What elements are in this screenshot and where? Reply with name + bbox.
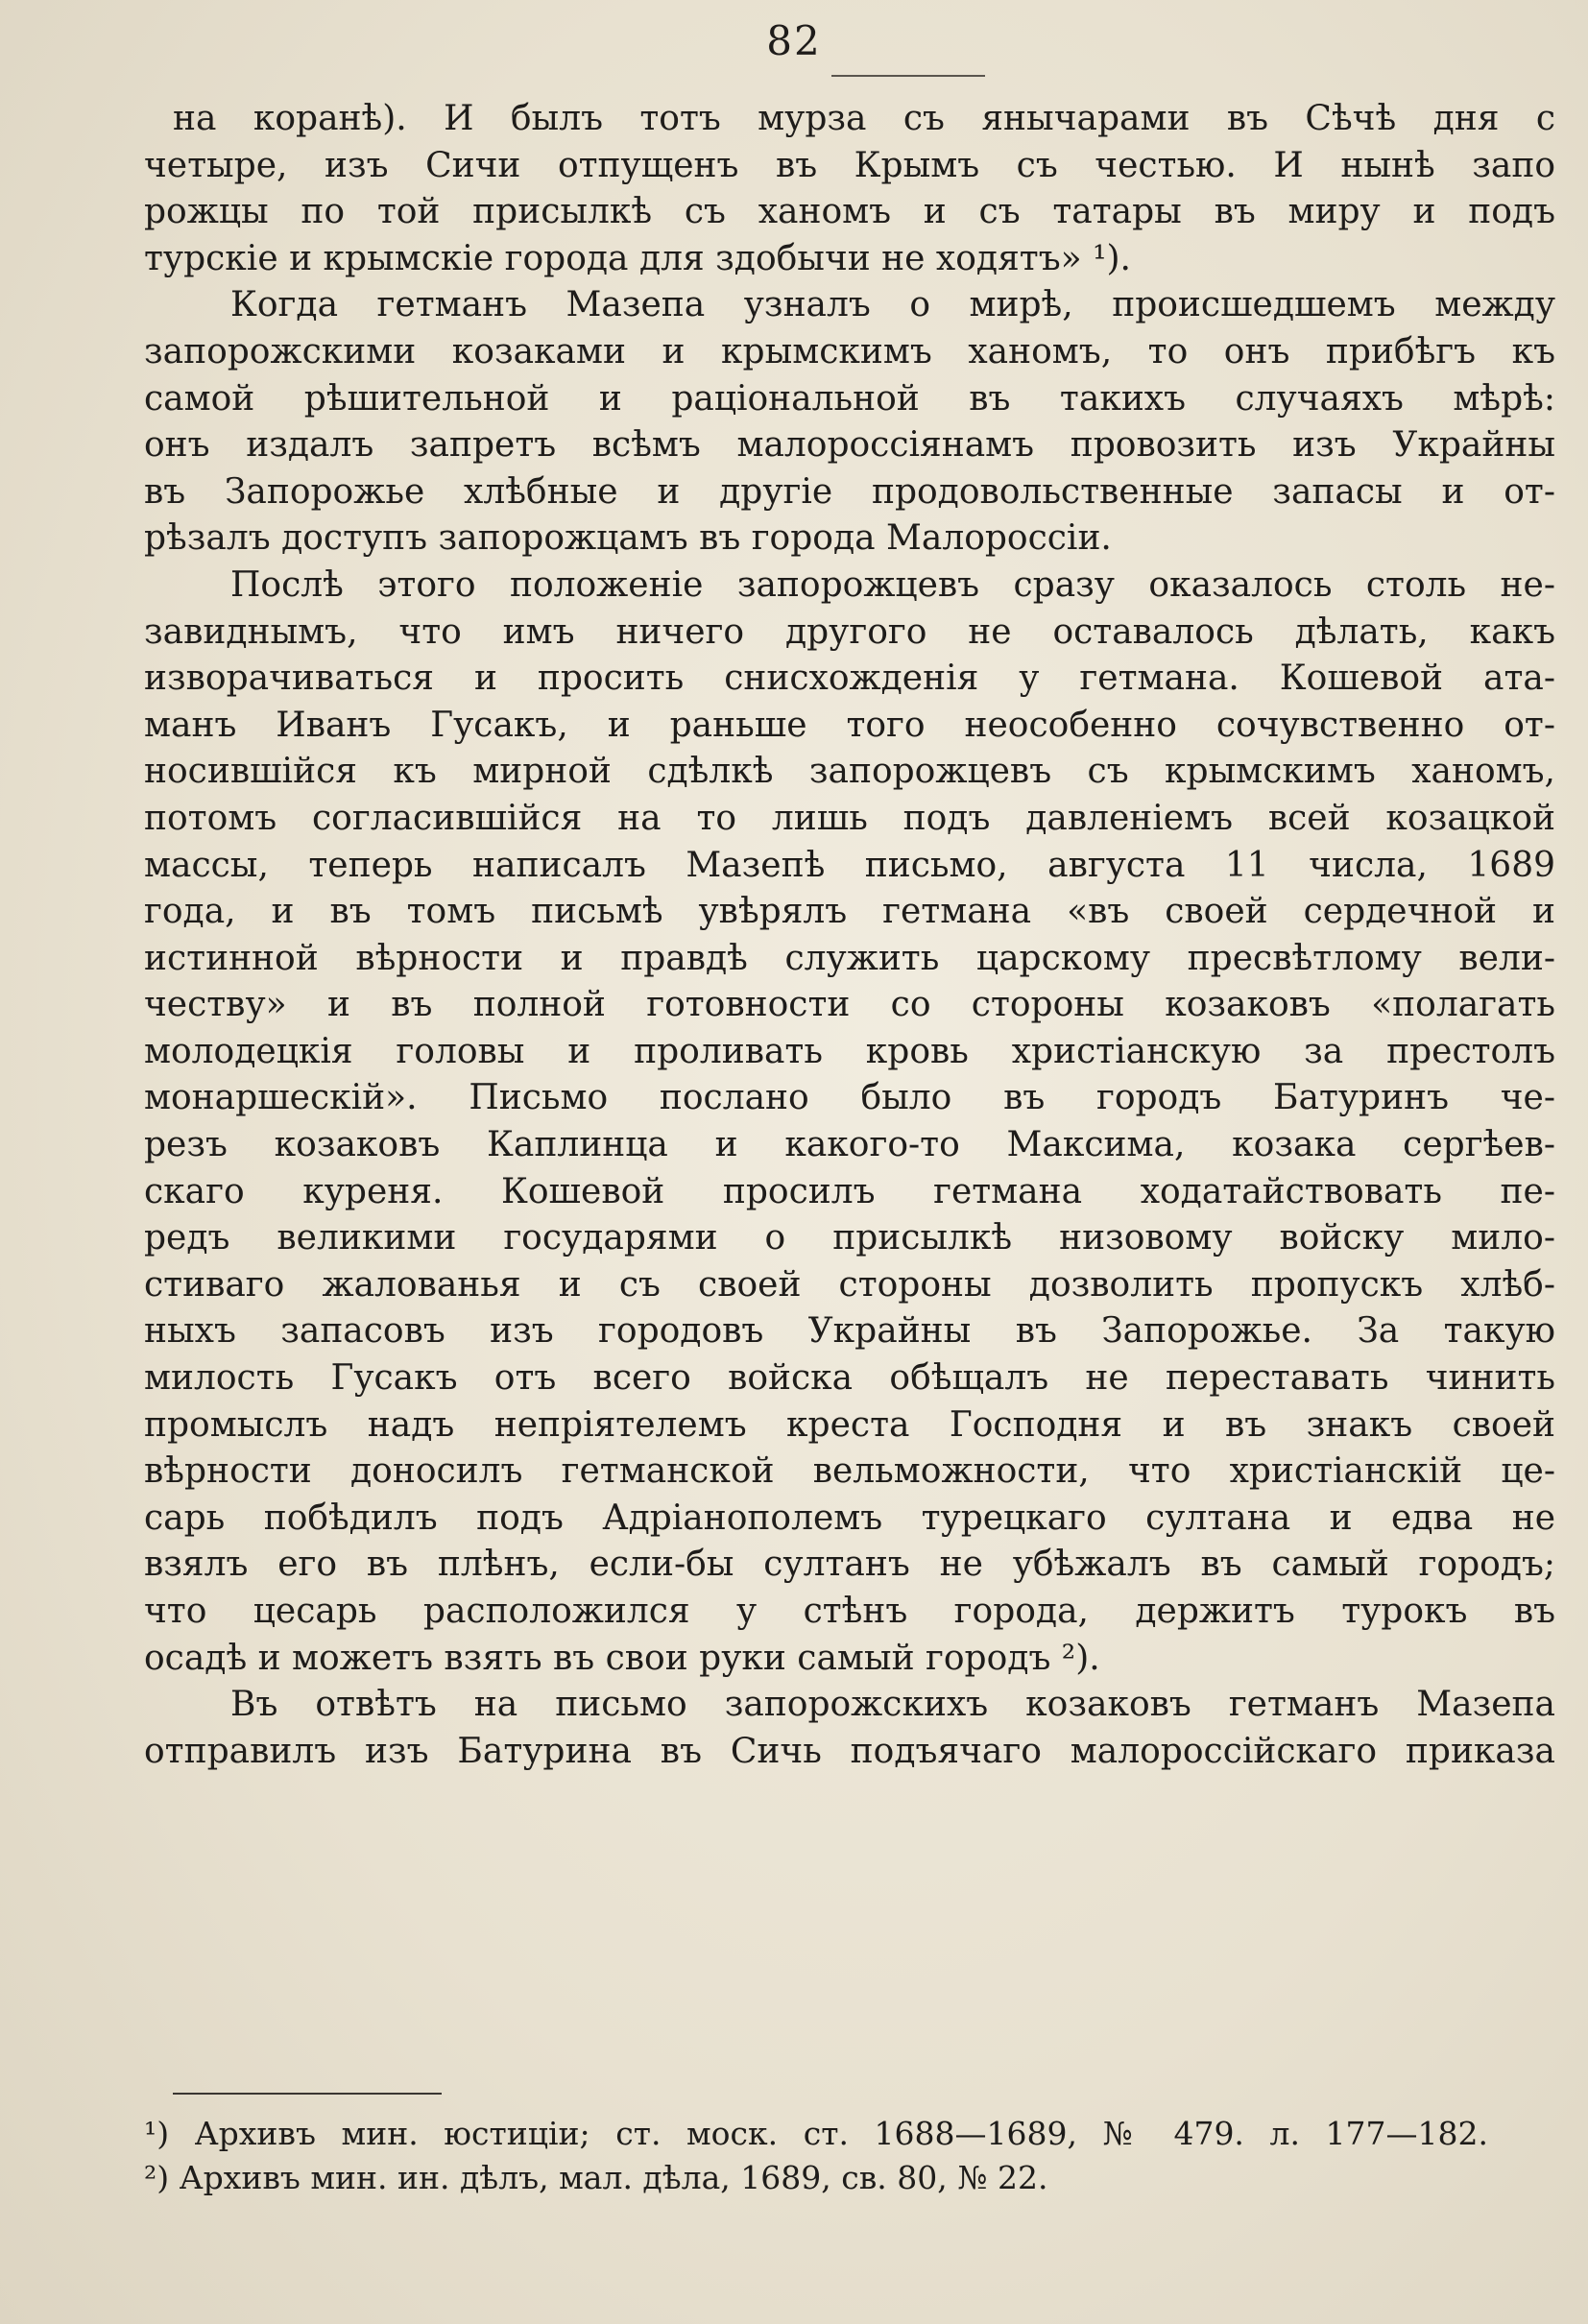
- text-line: завиднымъ, что имъ ничего другого не оставалось дѣлать, какъ: [144, 611, 1555, 652]
- text-line: потомъ согласившійся на то лишь подъ давленіемъ всей козацкой: [144, 798, 1555, 838]
- text-line: сарь побѣдилъ подъ Адріанополемъ турецкаго султана и едва не: [144, 1497, 1555, 1538]
- text-line: стиваго жалованья и съ своей стороны дозволить пропускъ хлѣб-: [144, 1264, 1555, 1305]
- text-line: милость Гусакъ отъ всего войска обѣщалъ не переставать чинить: [144, 1358, 1555, 1399]
- text-line: редъ великими государями о присылкѣ низовому войску мило-: [144, 1218, 1555, 1258]
- text-line: вѣрности доносилъ гетманской вельможности, что христіанскій це-: [144, 1451, 1555, 1492]
- footnote-rule: [173, 2093, 442, 2095]
- page-number: 82: [766, 17, 822, 64]
- text-line: осадѣ и можетъ взять въ свои руки самый городъ ²).: [144, 1638, 1100, 1678]
- footnote: ¹) Архивъ мин. юстиціи; ст. моск. ст. 1688—1689, № 479. л. 177—182.: [144, 2115, 1488, 2152]
- text-line: резъ козаковъ Каплинца и какого-то Максима, козака сергѣев-: [144, 1125, 1555, 1165]
- text-line: истинной вѣрности и правдѣ служить царскому пресвѣтлому вели-: [144, 938, 1555, 978]
- text-line: промыслъ надъ непріятелемъ креста Господня и въ знакъ своей: [144, 1404, 1555, 1445]
- footnote: ²) Архивъ мин. ин. дѣлъ, мал. дѣла, 1689, св. 80, № 22.: [144, 2159, 1048, 2196]
- text-line: турскіе и крымскіе города для здобычи не ходятъ» ¹).: [144, 238, 1131, 278]
- text-line: Въ отвѣтъ на письмо запорожскихъ козаковъ гетманъ Мазепа: [230, 1685, 1555, 1725]
- text-line: что цесарь расположился у стѣнъ города, держитъ турокъ въ: [144, 1592, 1555, 1631]
- text-line: года, и въ томъ письмѣ увѣрялъ гетмана «въ своей сердечной и: [144, 892, 1555, 932]
- text-line: манъ Иванъ Гусакъ, и раньше того неособенно сочувственно от-: [144, 705, 1555, 745]
- text-line: изворачиваться и просить снисхожденія у гетмана. Кошевой ата-: [144, 659, 1555, 699]
- text-line: Послѣ этого положеніе запорожцевъ сразу оказалось столь не-: [230, 564, 1555, 605]
- header-rule: [831, 75, 985, 77]
- text-line: запорожскими козаками и крымскимъ ханомъ, то онъ прибѣгъ къ: [144, 331, 1555, 371]
- body-text: [144, 96, 1555, 1775]
- text-line: скаго куреня. Кошевой просилъ гетмана ходатайствовать пе-: [144, 1171, 1555, 1211]
- text-line: на коранѣ). И былъ тотъ мурза съ янычарами въ Сѣчѣ дня с: [173, 99, 1555, 138]
- text-line: взялъ его въ плѣнъ, если-бы султанъ не убѣжалъ въ самый городъ;: [144, 1545, 1555, 1585]
- text-line: отправилъ изъ Батурина въ Сичь подъячаго малороссійскаго приказа: [144, 1731, 1555, 1771]
- text-line: массы, теперь написалъ Мазепѣ письмо, августа 11 числа, 1689: [144, 845, 1555, 885]
- footnotes: [144, 2112, 1488, 2200]
- text-line: ныхъ запасовъ изъ городовъ Украйны въ Запорожье. За такую: [144, 1311, 1555, 1352]
- text-line: честву» и въ полной готовности со стороны козаковъ «полагать: [144, 985, 1555, 1025]
- text-line: рожцы по той присылкѣ съ ханомъ и съ татары въ миру и подъ: [144, 192, 1555, 232]
- text-line: носившійся къ мирной сдѣлкѣ запорожцевъ съ крымскимъ ханомъ,: [144, 752, 1555, 792]
- text-line: самой рѣшительной и раціональной въ такихъ случаяхъ мѣрѣ:: [144, 378, 1555, 419]
- text-line: рѣзалъ доступъ запорожцамъ въ города Малороссіи.: [144, 518, 1112, 559]
- text-line: четыре, изъ Сичи отпущенъ въ Крымъ съ честью. И нынѣ запо: [144, 145, 1555, 185]
- text-line: онъ издалъ запретъ всѣмъ малороссіянамъ провозить изъ Украйны: [144, 425, 1555, 466]
- text-line: въ Запорожье хлѣбные и другіе продовольственные запасы и от-: [144, 471, 1555, 512]
- text-line: Когда гетманъ Мазепа узналъ о мирѣ, происшедшемъ между: [230, 285, 1555, 325]
- text-line: молодецкія головы и проливать кровь христіанскую за престолъ: [144, 1031, 1555, 1071]
- text-line: монаршескій». Письмо послано было въ городъ Батуринъ че-: [144, 1078, 1555, 1118]
